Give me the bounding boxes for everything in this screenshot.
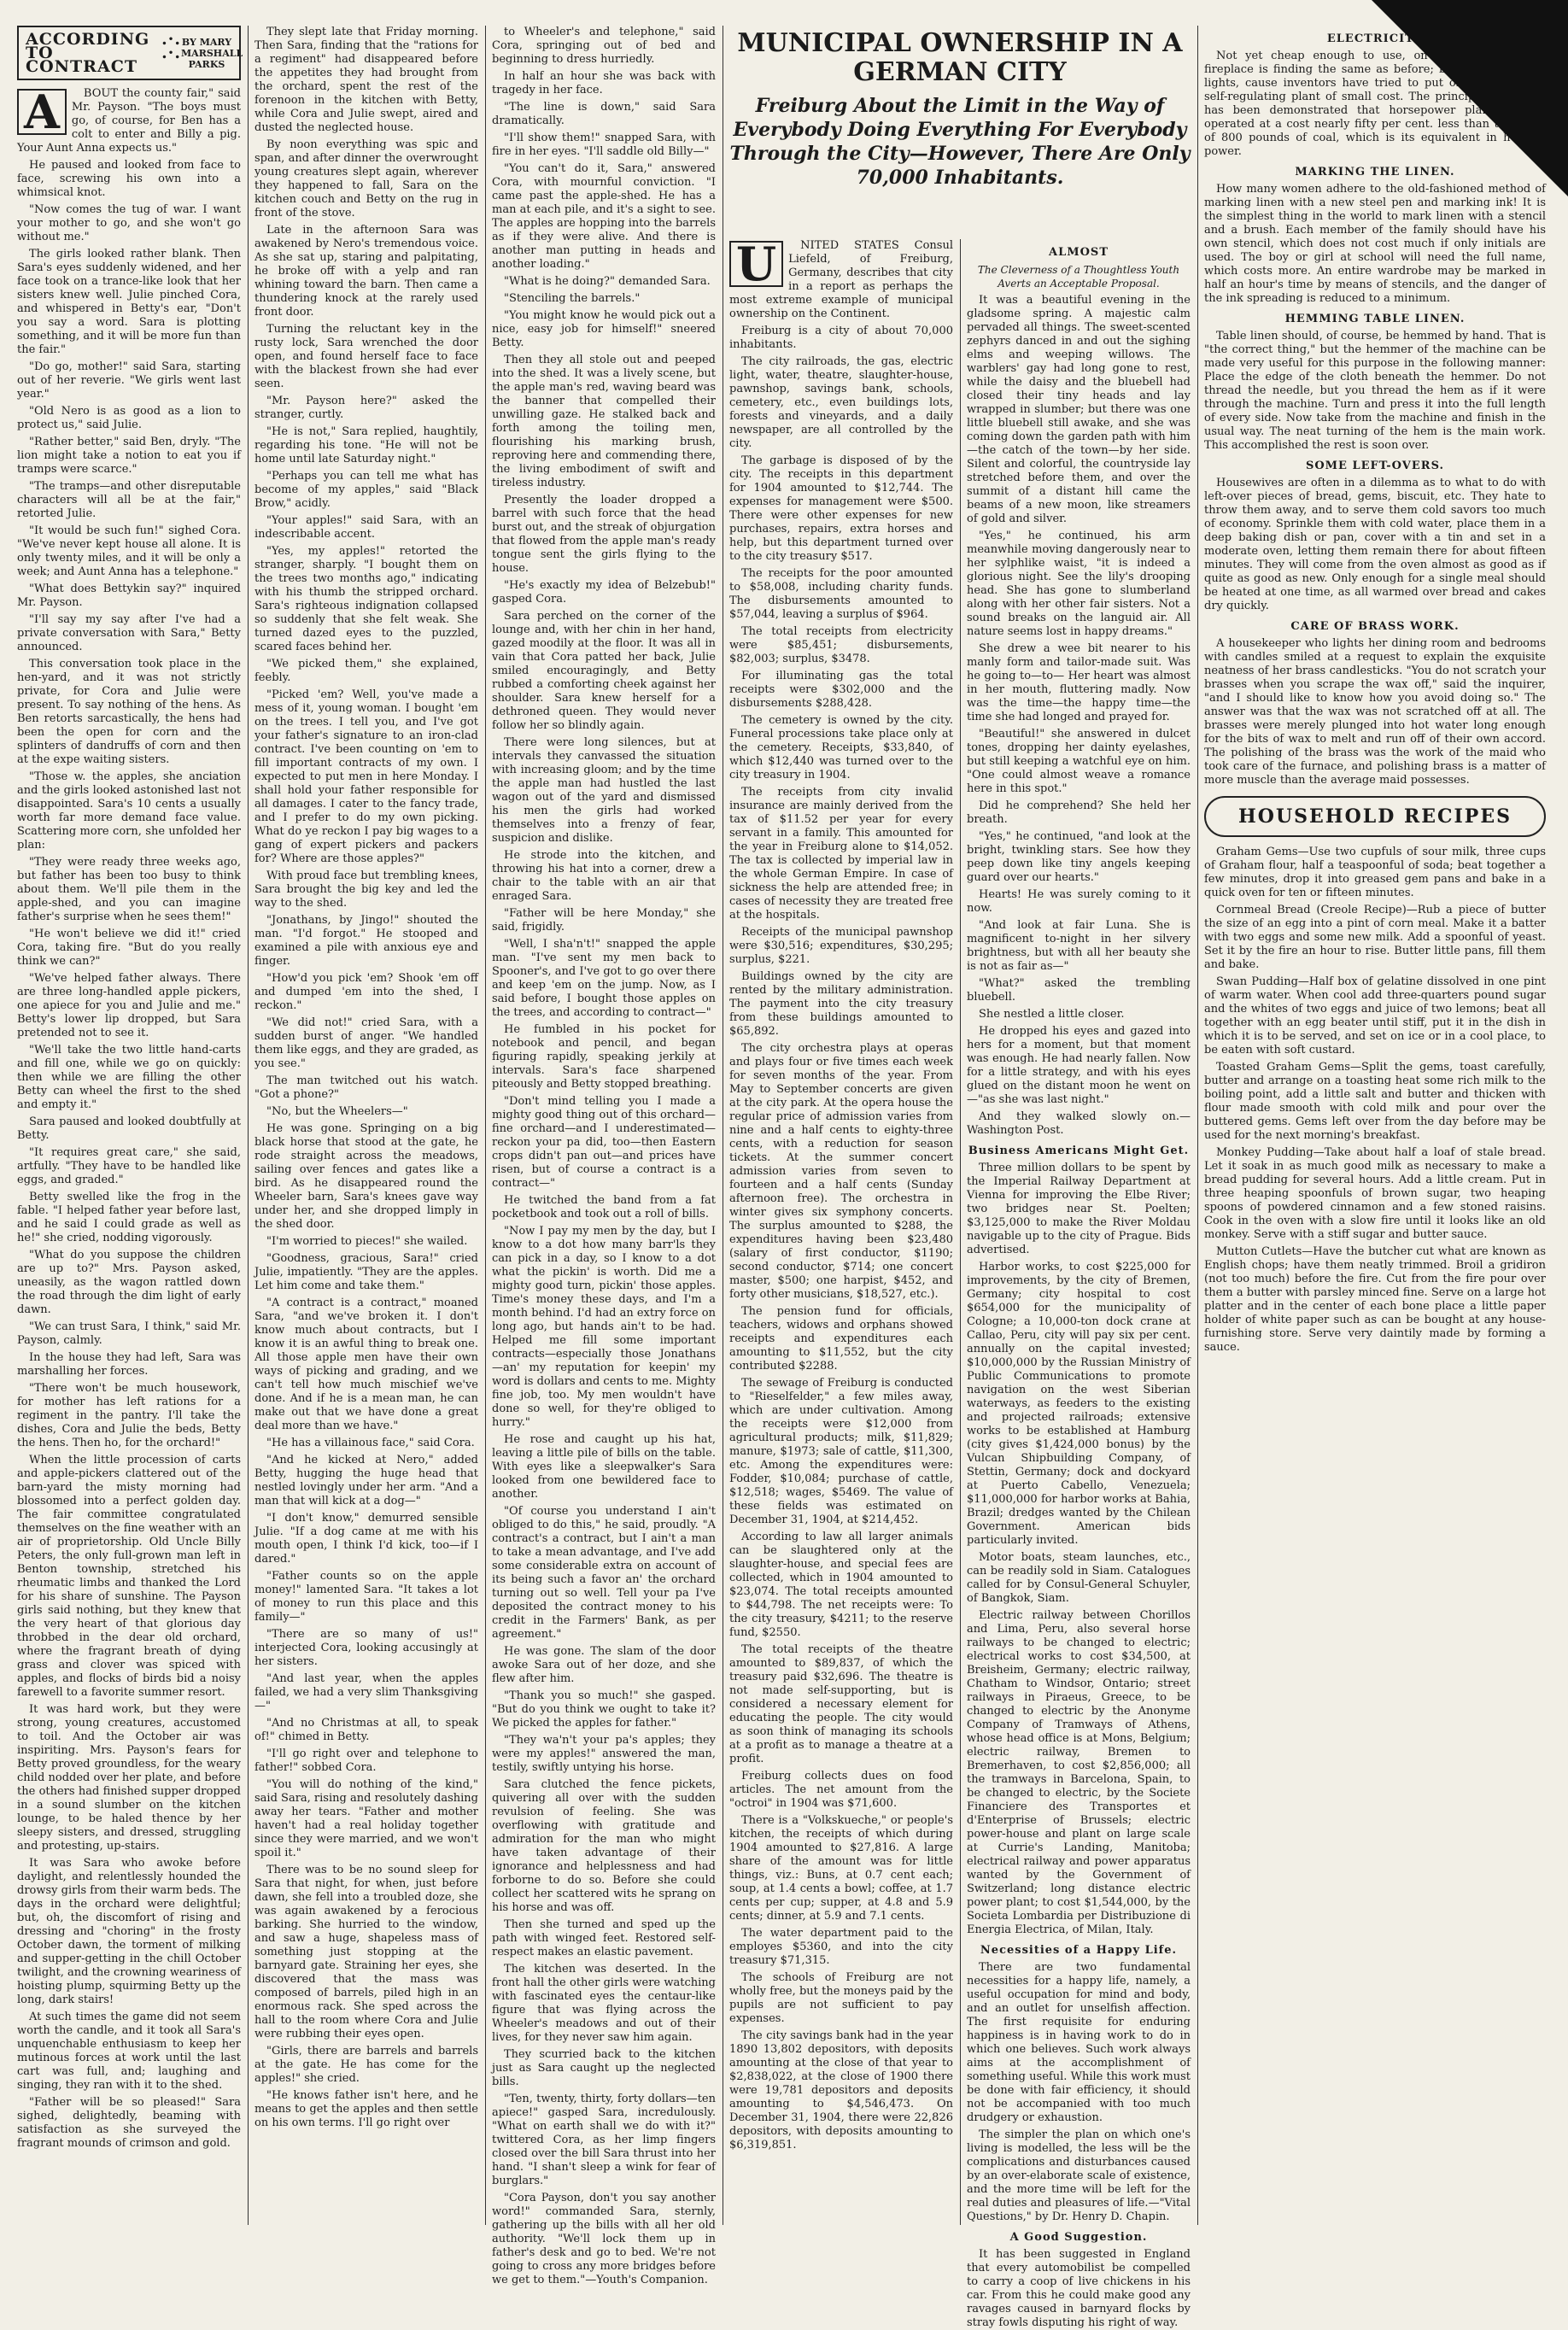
- paragraphs: [967, 1162, 1191, 1937]
- paragraphs: [255, 26, 478, 2130]
- paragraph: He fumbled in his pocket for notebook and pencil, and began figuring rapidly, speaking jerkily at intervals. Sara's face sharpened piteously and Betty stopped breathing.: [492, 1023, 716, 1091]
- paragraphs: [729, 239, 953, 2152]
- column-1: [17, 26, 241, 2225]
- story-header: [17, 26, 241, 80]
- paragraph: "Father will be here Monday," she said, frigidly.: [492, 907, 716, 934]
- paragraph: The receipts from city invalid insurance are mainly derived from the tax of $11.52 per year for every servant in a family. This amounted for the year in Freiburg alone to $14,052. The tax is collected by imperial law in the whole German Empire. In case of sickness the help are attended free; in cases of necessity they are treated free at the hospitals.: [729, 786, 953, 922]
- paragraph: The garbage is disposed of by the city. The receipts in this department for 1904 amounted to $12,744. The expenses for management were $500. There were other expenses for new purchases, repairs, extra horses and help, but this department turned over to the city treasury $517.: [729, 454, 953, 563]
- column-6: [1204, 26, 1546, 2225]
- paragraph: "And no Christmas at all, to speak of!" chimed in Betty.: [255, 1717, 478, 1743]
- paragraph: The city railroads, the gas, electric light, water, theatre, slaughter-house, pawnshop, savings bank, schools, cemetery, etc., even buildings lots, forests and vineyards, and a daily newspaper, are all controlled by the city.: [729, 355, 953, 450]
- paragraph: to Wheeler's and telephone," said Cora, springing out of bed and beginning to dress hurriedly.: [492, 26, 716, 66]
- paragraph: "Now I pay my men by the day, but I know to a dot how many barr'ls they can pick in a day, so I know to a dot what the pickin' is worth. Did me a mighty good turn, pickin' those apples. Time's money these days, and I'm a month behind. I'd had an extry force on long ago, but hands ain't to be had. Helped me fill some important contracts—especially those Jonathans—an' my reputation for keepin' my word is dollars and cents to me. Mighty fine job, too. My men wouldn't have done so well, for they're obliged to hurry.": [492, 1225, 716, 1429]
- section-head: CARE OF BRASS WORK.: [1290, 620, 1460, 633]
- paragraph: The schools of Freiburg are not wholly free, but the moneys paid by the pupils are not sufficient to pay expenses.: [729, 1971, 953, 2025]
- paragraphs: [967, 2248, 1191, 2330]
- paragraph: He paused and looked from face to face, screwing his own into a whimsical knot.: [17, 159, 241, 199]
- section-head: ELECTRICITY: [1326, 32, 1424, 45]
- paragraph: "Mr. Payson here?" asked the stranger, curtly.: [255, 395, 478, 421]
- paragraph: "Your apples!" said Sara, with an indescribable accent.: [255, 514, 478, 541]
- paragraph: Table linen should, of course, be hemmed by hand. That is "the correct thing," but the hemmer of the machine can be made very useful for this purpose in the following manner: Place the edge of the cloth beneath the hemmer. Do not thread the needle, but you thread the hem as if it were through the machine. Turn and press it into the full length of every side. Now take from the machine and finish in the usual way. The neat turning of the hem is the main work. This accomplished the rest is soon over.: [1204, 330, 1546, 452]
- paragraph: "I'll go right over and telephone to father!" sobbed Cora.: [255, 1748, 478, 1774]
- paragraph: "I'm worried to pieces!" she wailed.: [266, 1235, 468, 1248]
- paragraph: "What is he doing?" demanded Sara.: [504, 275, 711, 288]
- paragraph: "Don't mind telling you I made a mighty good thing out of this orchard—fine orchard—and I underestimated—reckon your pa did, too—then Eastern crops didn't pan out—and prices have risen, but of course a contract is a contract—": [492, 1095, 716, 1190]
- paragraph: Monkey Pudding—Take about half a loaf of stale bread. Let it soak in as much good milk as necessary to make a bread pudding for several hours. Add a little cream. Put in three heaping spoonfuls of brown sugar, two heaping spoons of powdered cinnamon and a few stoned raisins. Cook in the oven with a slow fire until it looks like an old monkey. Serve with a stiff sugar and butter sauce.: [1204, 1146, 1546, 1241]
- paragraph: "Well, I sha'n't!" snapped the apple man. "I've sent my men back to Spooner's, and I've got to go over there and keep 'em on the jump. Now, as I said before, I bought those apples on the trees, and according to contract—": [492, 938, 716, 1019]
- paragraph: The total receipts from electricity were $85,451; disbursements, $82,003; surplus, $3478.: [729, 625, 953, 665]
- paragraph: The city savings bank had in the year 1890 13,802 depositors, with deposits amounting at the close of that year to $2,838,022, at the close of 1900 there were 19,781 depositors and deposits amounting to $4,546,473. On December 31, 1904, there were 22,826 depositors, with deposits amounting to $6,319,851.: [729, 2029, 953, 2151]
- paragraph: Freiburg collects dues on food articles. The net amount from the "octroi" in 1904 was $71,600.: [729, 1770, 953, 1810]
- paragraph: "Perhaps you can tell me what has become of my apples," said "Black Brow," acidly.: [255, 470, 478, 510]
- suggestion-head: A Good Suggestion.: [1009, 2231, 1148, 2244]
- paragraph: "What do you suppose the children are up to?" Mrs. Payson asked, uneasily, as the wagon rattled down the road through the dim light of early dawn.: [17, 1249, 241, 1316]
- paragraphs: [492, 26, 716, 2287]
- paragraph: "Those w. the apples, she anciation and the girls looked astonished last not disappointed. Sara's 10 cents a usually worth far more demand face value. Scattering more corn, she unfolded her plan:: [17, 770, 241, 852]
- paragraph: "They were ready three weeks ago, but father has been too busy to think about them. We'll pile them in the apple-shed, and you can imagine father's surprise when he sees them!": [17, 856, 241, 923]
- paragraph: "Girls, there are barrels and barrels at the gate. He has come for the apples!" she cried.: [255, 2045, 478, 2085]
- column-rule: [485, 26, 486, 2225]
- paragraph: "A contract is a contract," moaned Sara, "and we've broken it. I don't know much about contracts, but I know it is an awful thing to break one. All those apple men have their own ways of picking and grading, and we can't tell how much mischief we've done. And if he is a mean man, he can make out that we have done a great deal more than we have.": [255, 1297, 478, 1432]
- paragraph: "Father counts so on the apple money!" lamented Sara. "It takes a lot of money to run this place and this family—": [255, 1570, 478, 1624]
- paragraph: "You can't do it, Sara," answered Cora, with mournful conviction. "I came past the apple-shed. He has a man at each pile, and it's a sight to see. The apples are hopping into the barrels as if they were alive. And there is another man putting in heads and another loading.": [492, 162, 716, 271]
- almost-title: ALMOST: [1048, 246, 1109, 259]
- paragraph: "They wa'n't your pa's apples; they were my apples!" answered the man, testily, swiftly untying his horse.: [492, 1734, 716, 1774]
- paragraphs: [967, 294, 1191, 1138]
- paragraph: Then they all stole out and peeped into the shed. It was a lively scene, but the apple man's red, waving beard was the banner that compelled their unwilling gaze. He stalked back and forth among the toiling men, flourishing his marking brush, reproving here and commending there, the living embodiment of swift and tireless industry.: [492, 354, 716, 489]
- paragraph: By noon everything was spic and span, and after dinner the overwrought young creatures slept again, wherever they happened to fall, Sara on the kitchen couch and Betty on the rug in front of the stove.: [255, 138, 478, 220]
- paragraph: "It requires great care," she said, artfully. "They have to be handled like eggs, and graded.": [17, 1146, 241, 1186]
- paragraph: "Rather better," said Ben, dryly. "The lion might take a notion to eat you if tramps were scarce.": [17, 436, 241, 476]
- paragraph: "How'd you pick 'em? Shook 'em off and dumped 'em into the shed, I reckon.": [255, 972, 478, 1012]
- paragraph: "You might know he would pick out a nice, easy job for himself!" sneered Betty.: [492, 309, 716, 349]
- paragraph: According to law all larger animals can be slaughtered only at the slaughter-house, and special fees are collected, which in 1904 amounted to $23,074. The total receipts amounted to $44,798. The net receipts were: To the city treasury, $4211; to the reserve fund, $2550.: [729, 1531, 953, 1639]
- paragraph: There was to be no sound sleep for Sara that night, for when, just before dawn, she fell into a troubled doze, she was again awakened by a ferocious barking. She hurried to the window, and saw a huge, shapeless mass of something just stopping at the barnyard gate. Straining her eyes, she discovered that the mass was composed of barrels, piled high in an enormous rack. She sped across the hall to the room where Cora and Julie were rubbing their eyes open.: [255, 1864, 478, 2040]
- paragraph: "We picked them," she explained, feebly.: [255, 658, 478, 684]
- paragraph: "And look at fair Luna. She is magnificent to-night in her silvery brightness, but with all her beauty she is not as fair as—": [967, 919, 1191, 973]
- paragraph: Cornmeal Bread (Creole Recipe)—Rub a piece of butter the size of an egg into a pint of corn meal. Make it a batter with two eggs and some new milk. Add a spoonful of yeast. Set it by the fire an hour to rise. Butter little pans, fill them and bake.: [1204, 904, 1546, 971]
- paragraph: "Thank you so much!" she gasped. "But do you think we ought to take it? We picked the apples for father.": [492, 1689, 716, 1730]
- paragraph: He was gone. Springing on a big black horse that stood at the gate, he rode straight across the meadows, sailing over fences and gates like a bird. As he disappeared round the Wheeler barn, Sara's knees gave way under her, and she dropped limply in the shed door.: [255, 1122, 478, 1231]
- paragraph: It has been suggested in England that every automobilist be compelled to carry a coop of live chickens in his car. From this he could make good any ravages caused in barnyard flocks by stray fowls disputing his right of way.: [967, 2248, 1191, 2329]
- paragraph: And they walked slowly on.—Washington Post.: [967, 1110, 1191, 1137]
- drop-cap: A: [17, 89, 67, 135]
- paragraph: The sewage of Freiburg is conducted to "Rieselfelder," a few miles away, which are under cultivation. Among the receipts were $12,000 from agricultural products; milk, $11,829; manure, $1973; sale of cattle, $11,300, etc. Among the expenditures were: Fodder, $10,084; purchase of cattle, $12,518; wages, $5469. The value of these fields was estimated on December 31, 1904, at $214,452.: [729, 1377, 953, 1526]
- paragraph: "Now comes the tug of war. I want your mother to go, and she won't go without me.": [17, 203, 241, 243]
- paragraph: "Stenciling the barrels.": [504, 292, 641, 305]
- page-corner-shadow: [1372, 0, 1568, 196]
- paragraph: The simpler the plan on which one's living is modelled, the less will be the complications and disturbances caused by an over-elaborate scale of existence, and the more time will be left for the real duties and pleasures of life.—"Vital Questions," by Dr. Henry D. Chapin.: [967, 2128, 1191, 2223]
- paragraph: "Father will be so pleased!" Sara sighed, delightedly, beaming with satisfaction as she surveyed the fragrant mounds of crimson and gold.: [17, 2096, 241, 2150]
- paragraph: She nestled a little closer.: [979, 1008, 1125, 1021]
- paragraph: Freiburg is a city of about 70,000 inhabitants.: [729, 325, 953, 351]
- paragraph: "It would be such fun!" sighed Cora. "We've never kept house all alone. It is only twenty miles, and it will be only a week; and Aunt Anna has a telephone.": [17, 524, 241, 578]
- paragraph: It was a beautiful evening in the gladsome spring. A majestic calm pervaded all things. The sweet-scented zephyrs danced in and out the sighing elms and weeping willows. The warblers' gay had long gone to rest, while the daisy and the bluebell had closed their tiny heads and lay wrapped in slumber; but there was one little bluebell still awake, and she was coming down the garden path with him—the catch of the town—by her side. Silent and colorful, the countryside lay stretched before them, and over the summit of a distant hill came the beams of a new moon, like streamers of gold and silver.: [967, 294, 1191, 525]
- column-rule: [960, 239, 961, 2225]
- paragraph: For illuminating gas the total receipts were $302,000 and the disbursements $288,428.: [729, 670, 953, 710]
- paragraph: Did he comprehend? She held her breath.: [967, 799, 1191, 826]
- paragraph: Graham Gems—Use two cupfuls of sour milk, three cups of Graham flour, half a teaspoonful of soda; beat together a few minutes, drop it into greased gem pans and bake in a quick oven for ten or fifteen minutes.: [1204, 846, 1546, 899]
- paragraph: "Beautiful!" she answered in dulcet tones, dropping her dainty eyelashes, but still keeping a watchful eye on him. "One could almost weave a romance here in this spot.": [967, 728, 1191, 795]
- column-rule: [1197, 26, 1198, 2225]
- paragraph: "Yes, my apples!" retorted the stranger, sharply. "I bought them on the trees two months ago," indicating with his thumb the stripped orchard. Sara's righteous indignation collapsed so suddenly that she felt weak. She turned dazed eyes to the puzzled, scared faces behind her.: [255, 545, 478, 653]
- paragraph: "And last year, when the apples failed, we had a very slim Thanksgiving—": [255, 1672, 478, 1712]
- paragraph: He was gone. The slam of the door awoke Sara out of her doze, and she flew after him.: [492, 1645, 716, 1685]
- paragraph: Sara clutched the fence pickets, quivering all over with the sudden revulsion of feeling. She was overflowing with gratitude and admiration for the man who might have taken advantage of their ignorance and helplessness and had forborne to do so. Before she could collect her scattered wits he sprang on his horse and was off.: [492, 1778, 716, 1914]
- paragraph: "No, but the Wheelers—": [266, 1105, 408, 1118]
- paragraph: "We can trust Sara, I think," said Mr. Payson, calmly.: [17, 1320, 241, 1347]
- paragraph: A housekeeper who lights her dining room and bedrooms with candles smiled at a request to explain the exquisite neatness of her brass candlesticks. "You do not scratch your brasses when you scrape the wax off," said the inquirer, "and I should like to know how you avoid doing so." The answer was that the wax was not scratched off at all. The brasses were merely plunged into hot water long enough for the bits of wax to melt and run off of their own accord. The polishing of the brass was the work of the maid who took care of the furnace, and polishing brass is a matter of more muscle than the average maid possesses.: [1204, 637, 1546, 787]
- necessities-head: Necessities of a Happy Life.: [980, 1944, 1178, 1957]
- paragraph: BOUT the county fair," said Mr. Payson. "The boys must go, of course, for Ben has a colt to enter and Billy a pig. Your Aunt Anna expects us.": [17, 87, 241, 155]
- paragraph: Not yet cheap enough to use, on the cold fact, the fireplace is finding the same as before; but where electric lights, cause inventors have tried to put on the market a self-regulating plant of small cost. The principle is well. It has been demonstrated that horsepower plant can be operated at a cost nearly fifty per cent. less than the price of 800 pounds of coal, which is its equivalent in heating power.: [1204, 50, 1546, 158]
- section-head: HEMMING TABLE LINEN.: [1284, 313, 1466, 325]
- paragraph: In half an hour she was back with tragedy in her face.: [492, 70, 716, 97]
- paragraph: "He's exactly my idea of Belzebub!" gasped Cora.: [492, 579, 716, 606]
- paragraph: When the little procession of carts and apple-pickers clattered out of the barn-yard the misty morning had blossomed into a perfect golden day. The fair committee congratulated themselves on the fine weather with an air of proprietorship. Old Uncle Billy Peters, the only full-grown man left in Benton township, stretched his rheumatic limbs and thanked the Lord for his share of sunshine. The Payson girls said nothing, but they knew that the very heart of that glorious day throbbed in the dear old orchard, where the fragrant breath of dying grass and clover was spiced with apples, and flocks of birds bid a noisy farewell to a favorite summer resort.: [17, 1454, 241, 1699]
- paragraph: With proud face but trembling knees, Sara brought the big key and led the way to the shed.: [255, 869, 478, 910]
- paragraph: "The line is down," said Sara dramatically.: [492, 101, 716, 127]
- paragraph: "Picked 'em? Well, you've made a mess of it, young woman. I bought 'em on the trees. I tell you, and I've got your father's signature to an iron-clad contract. I've been counting on 'em to fill important contracts of my own. I expected to put men in here Monday. I shall hold your father responsible for all damages. I cater to the fancy trade, and I prefer to do my own picking. What do ye reckon I pay big wages to a gang of expert pickers and packers for? Where are those apples?": [255, 688, 478, 865]
- almost-subtitle: The Cleverness of a Thoughtless Youth Averts an Acceptable Proposal.: [977, 264, 1180, 290]
- column-3: [492, 26, 716, 2286]
- paragraph: "There are so many of us!" interjected Cora, looking accusingly at her sisters.: [255, 1628, 478, 1668]
- paragraph: "What does Bettykin say?" inquired Mr. Payson.: [17, 582, 241, 609]
- column-4: [729, 239, 953, 2225]
- paragraphs: [1204, 846, 1546, 1355]
- paragraph: "He won't believe we did it!" cried Cora, taking fire. "But do you really think we can?": [17, 928, 241, 968]
- paragraph: Then she turned and sped up the path with winged feet. Restored self-respect makes an elastic pavement.: [492, 1918, 716, 1958]
- paragraph: Betty swelled like the frog in the fable. "I helped father year before last, and he said I could grade as well as he!" she cried, nodding vigorously.: [17, 1191, 241, 1244]
- paragraph: "Ten, twenty, thirty, forty dollars—ten apiece!" gasped Sara, incredulously. "What on earth shall we do with it?" twittered Cora, as her limp fingers closed over the bill Sara thrust into her hand. "I shan't sleep a wink for fear of burglars.": [492, 2093, 716, 2187]
- paragraph: Receipts of the municipal pawnshop were $30,516; expenditures, $30,295; surplus, $221.: [729, 926, 953, 966]
- paragraph: "Do go, mother!" said Sara, starting out of her reverie. "We girls went last year.": [17, 360, 241, 401]
- paragraph: "You will do nothing of the kind," said Sara, rising and resolutely dashing away her tears. "Father and mother haven't had a real holiday together since they were married, and we won't spoil it.": [255, 1778, 478, 1859]
- paragraph: Mutton Cutlets—Have the butcher cut what are known as English chops; have them neatly trimmed. Broil a gridiron (not too much) before the fire. Cut from the fire pour over them a butter with parsley minced fine. Serve on a large hot platter and in the center of each bone place a little paper holder of white paper such as can be bought at any house-furnishing store. Serve very daintily made by forming a sauce.: [1204, 1245, 1546, 1354]
- paragraph: The total receipts of the theatre amounted to $89,837, of which the treasury paid $32,696. The theatre is not made self-supporting, but is considered a necessary element for educating the people. The city would as soon think of managing its schools at a profit as to manage a theatre at a profit.: [729, 1643, 953, 1765]
- paragraph: He strode into the kitchen, and throwing his hat into a corner, drew a chair to the table with an air that enraged Sara.: [492, 849, 716, 903]
- paragraph: Harbor works, to cost $225,000 for improvements, by the city of Bremen, Germany; city hospital to cost $654,000 for the municipality of Cologne; a 10,000-ton dock crane at Callao, Peru, city will pay six per cent. annually on the capital invested; $10,000,000 by the Russian Ministry of Public Communications to promote navigation on the west Siberian waterways, as feeders to the existing and projected railroads; extensive works to be established at Hamburg (city gives $1,424,000 bonus) by the Vulcan Shipbuilding Company, of Stettin, Germany; dock and dockyard at Puerto Cabello, Venezuela; $11,000,000 for harbor works at Bahia, Brazil; dredges wanted by the Chilean Government. American bids particularly invited.: [967, 1261, 1191, 1547]
- drop-cap: U: [729, 241, 783, 287]
- column-rule: [248, 26, 249, 2225]
- paragraph: It was Sara who awoke before daylight, and relentlessly hounded the drowsy girls from their warm beds. The days in the orchard were delightful; but, oh, the discomfort of rising and dressing and "choring" in the frosty October dawn, the torment of milking and supper-getting in the chill October twilight, and the crowning weariness of hoisting plump, squirming Betty up the long, dark stairs!: [17, 1857, 241, 2006]
- paragraph: The water department paid to the employes $5360, and into the city treasury $71,315.: [729, 1927, 953, 1967]
- paragraph: "The tramps—and other disreputable characters will all be at the fair," retorted Julie.: [17, 480, 241, 520]
- section-head: SOME LEFT-OVERS.: [1305, 460, 1445, 472]
- paragraph: "I'll show them!" snapped Sara, with fire in her eyes. "I'll saddle old Billy—": [492, 132, 716, 158]
- paragraph: "We did not!" cried Sara, with a sudden burst of anger. "We handled them like eggs, and they are graded, as you see.": [255, 1016, 478, 1070]
- paragraph: At such times the game did not seem worth the candle, and it took all Sara's unquenchable enthusiasm to keep her mutinous forces at work until the last cart was full, and; laughing and singing, they ran with it to the shed.: [17, 2011, 241, 2092]
- column-2: [255, 26, 478, 2225]
- paragraph: The city orchestra plays at operas and plays four or five times each week for seven months of the year. From May to September concerts are given at the city park. At the opera house the regular price of admission varies from nine and a half cents to eighty-three cents, with a reduction for season tickets. At the summer concert admission varies from seven to fourteen and a half cents (Sunday afternoon free). The orchestra in winter gives six symphony concerts. The surplus amounted to $288, the expenditures having been $23,480 (salary of first conductor, $1190; second conductor, $714; one concert master, $500; one harpist, $452, and forty other musicians, $18,527, etc.).: [729, 1042, 953, 1301]
- paragraph: The pension fund for officials, teachers, widows and orphans showed receipts and expenditures each amounting to $11,552, but the city contributed $2288.: [729, 1305, 953, 1373]
- paragraph: Toasted Graham Gems—Split the gems, toast carefully, butter and arrange on a toasting heat some rich milk to the boiling point, add a little salt and butter and thicken with flour made smooth with cold milk and pour over the buttered gems. Gems left over from the day before may be used for the next morning's breakfast.: [1204, 1061, 1546, 1142]
- paragraph: He twitched the band from a fat pocketbook and took out a roll of bills.: [492, 1194, 716, 1221]
- article-headline: MUNICIPAL OWNERSHIP IN A GERMAN CITY: [737, 28, 1183, 87]
- paragraph: In the house they had left, Sara was marshalling her forces.: [17, 1351, 241, 1378]
- paragraph: "Goodness, gracious, Sara!" cried Julie, impatiently. "They are the apples. Let him come and take them.": [255, 1252, 478, 1292]
- story-body: [17, 87, 241, 2151]
- column-5: [967, 239, 1191, 2329]
- paragraph: Housewives are often in a dilemma as to what to do with left-over pieces of bread, gems, biscuit, etc. They hate to throw them away, and to serve them cold savors too much of economy. Sprinkle them with cold water, place them in a deep baking dish or pan, cover with a tin and set in a moderate oven, letting them remain there for about fifteen minutes. They will come from the oven almost as good as if quite as good as new. Only enough for a single meal should be heated at one time, as all warmed over bread and cakes dry quickly.: [1204, 477, 1546, 612]
- paragraph: "And he kicked at Nero," added Betty, hugging the huge head that nestled lovingly under her arm. "And a man that will kick at a dog—": [255, 1454, 478, 1507]
- paragraph: "He is not," Sara replied, haughtily, regarding his tone. "He will not be home until late Saturday night.": [255, 425, 478, 465]
- paragraph: "We've helped father always. There are three long-handled apple pickers, one apiece for you and Julie and me." Betty's lower lip dropped, but Sara pretended not to see it.: [17, 972, 241, 1039]
- paragraph: The cemetery is owned by the city. Funeral processions take place only at the cemetery. Receipts, $33,840, of which $12,440 was turned over to the city treasury in 1904.: [729, 714, 953, 782]
- story-byline: BY MARY MARSHALL PARKS: [181, 36, 243, 70]
- paragraph: Turning the reluctant key in the rusty lock, Sara wrenched the door open, and found herself face to face with the blackest frown she had ever seen.: [255, 323, 478, 390]
- paragraph: "He has a villainous face," said Cora.: [266, 1437, 475, 1449]
- paragraph: Late in the afternoon Sara was awakened by Nero's tremendous voice. As she sat up, staring and palpitating, he broke off with a yelp and ran whining toward the barn. Then came a thundering knock at the rarely used front door.: [255, 224, 478, 319]
- paragraph: NITED STATES Consul Liefeld, of Freiburg, Germany, describes that city in a report as perhaps the most extreme example of municipal ownership on the Continent.: [729, 239, 953, 320]
- paragraph: "Old Nero is as good as a lion to protect us," said Julie.: [17, 405, 241, 431]
- paragraph: The kitchen was deserted. In the front hall the other girls were watching with fascinated eyes the centaur-like figure that was flying across the Wheeler's meadows and out of their lives, for they never saw him again.: [492, 1963, 716, 2044]
- paragraph: There are two fundamental necessities for a happy life, namely, a useful occupation for mind and body, and an outlet for unselfish affection. The first requisite for enduring happiness is in having work to do in which one believes. Such work always aims at the accomplishment of something useful. While this work must be done with fair efficiency, it should not be accompanied with too much drudgery or exhaustion.: [967, 1961, 1191, 2124]
- paragraph: Presently the loader dropped a barrel with such force that the head burst out, and the streak of objurgation that flowed from the apple man's ready tongue sent the girls flying to the house.: [492, 494, 716, 575]
- business-head: Business Americans Might Get.: [968, 1145, 1190, 1157]
- paragraph: They slept late that Friday morning. Then Sara, finding that the "rations for a regiment" had disappeared before the appetites they had brought from the orchard, spent the rest of the forenoon in the kitchen with Betty, while Cora and Julie swept, aired and dusted the neglected house.: [255, 26, 478, 134]
- household-recipes-logo: HOUSEHOLD RECIPES: [1204, 796, 1546, 837]
- paragraph: He dropped his eyes and gazed into hers for a moment, but that moment was enough. He had nearly fallen. Now for a little strategy, and with his eyes glued on the distant moon he went on—"as she was last night.": [967, 1025, 1191, 1106]
- paragraph: It was hard work, but they were strong, young creatures, accustomed to toil. And the October air was inspiriting. Mrs. Payson's fears for Betty proved groundless, for the weary child nodded over her plate, and before the others had finished supper dropped in a sound slumber on the kitchen lounge, to be haled thence by her sleepy sisters, and dressed, struggling and protesting, up-stairs.: [17, 1703, 241, 1853]
- paragraph: "He knows father isn't here, and he means to get the apples and then settle on his own terms. I'll go right over: [255, 2089, 478, 2129]
- paragraph: Sara paused and looked doubtfully at Betty.: [17, 1115, 241, 1142]
- paragraph: "Jonathans, by Jingo!" shouted the man. "I'd forgot." He stooped and examined a pile with anxious eye and finger.: [255, 914, 478, 968]
- paragraph: She drew a wee bit nearer to his manly form and tailor-made suit. Was he going to—to— Her heart was almost in her mouth, fluttering madly. Now was the time—the happy time—the time she had longed and prayed for.: [967, 642, 1191, 723]
- paragraph: "We'll take the two little hand-carts and fill one, while we go on quickly: then while we are filling the other Betty can wheel the first to the shed and empty it.": [17, 1044, 241, 1111]
- paragraph: Buildings owned by the city are rented by the military administration. The payment into the city treasury from these buildings amounted to $65,892.: [729, 970, 953, 1038]
- paragraph: "Cora Payson, don't you say another word!" commanded Sara, sternly, gathering up the bills with all her old authority. "We'll lock them up in father's desk and go to bed. We're not going to cross any more bridges before we get to them."—Youth's Companion.: [492, 2192, 716, 2286]
- paragraph: The receipts for the poor amounted to $58,008, including charity funds. The disbursements amounted to $57,044, leaving a surplus of $964.: [729, 567, 953, 621]
- municipal-article: [729, 26, 1191, 248]
- paragraph: Electric railway between Chorillos and Lima, Peru, also several horse railways to be changed to electric; electrical works to cost $34,500, at Breisheim, Germany; electric railway, Chatham to Windsor, Ontario; street railways in Piraeus, Greece, to be changed to electric by the Anonyme Company of Tramways of Athens, whose head office is at Mons, Belgium; electric railway, Bremen to Bremerhaven, to cost $2,856,000; all the tramways in Barcelona, Spain, to be changed to electric, by the Societe Financiere des Transportes et d'Enterprise of Brussels; electric power-house and plant on large scale at Currie's Landing, Manitoba; electrical railway and power apparatus wanted by the Government of Switzerland; long distance electric power plant; to cost $1,544,000, by the Societa Lombardia per Distribuzione di Energia Electrica, of Milan, Italy.: [967, 1609, 1191, 1936]
- paragraph: "I don't know," demurred sensible Julie. "If a dog came at me with his mouth open, I think I'd kick, too—if I dared.": [255, 1512, 478, 1566]
- paragraphs: [17, 87, 241, 2151]
- paragraph: This conversation took place in the hen-yard, and it was not strictly private, for Cora and Julie were present. To say nothing of the hens. As Ben retorts sarcastically, the hens had been the open for corn and the splinters of dandruffs of corn and then at the expe waiting sisters.: [17, 658, 241, 766]
- paragraph: Motor boats, steam launches, etc., can be readily sold in Siam. Catalogues called for by Consul-General Schuyler, of Bangkok, Siam.: [967, 1551, 1191, 1605]
- paragraph: "Yes," he continued, his arm meanwhile moving dangerously near to her sylphlike waist, "it is indeed a glorious night. See the lily's drooping head. She has gone to slumberland along with her other fair sisters. Not a sound breaks on the languid air. All nature seems lost in happy dreams.": [967, 530, 1191, 638]
- story-title: ACCORDING .·. TO .·. CONTRACT: [26, 30, 181, 76]
- paragraph: "Of course you understand I ain't obliged to do this," he said, proudly. "A contract's a contract, but I ain't a man to take a mean advantage, and I've add some considerable extra on account of its being such a favor an' the orchard turning out so well. Tell your pa I've deposited the contract money to his credit in the Farmers' Bank, as per agreement.": [492, 1505, 716, 1641]
- paragraph: Swan Pudding—Half box of gelatine dissolved in one pint of warm water. When cool add three-quarters pound sugar and the whites of two eggs and juice of two lemons; beat all together with an egg beater until stiff, put it in the dish in which it is to be served, and set on ice or in a cool place, to be eaten with soft custard.: [1204, 975, 1546, 1057]
- paragraph: He rose and caught up his hat, leaving a little pile of bills on the table. With eyes like a sleepwalker's Sara looked from one bewildered face to another.: [492, 1433, 716, 1501]
- paragraph: Sara perched on the corner of the lounge and, with her chin in her hand, gazed moodily at the floor. It was all in vain that Cora patted her back, Julie smiled encouragingly, and Betty rubbed a comforting cheek against her shoulder. Sara knew herself for a dethroned queen. They would never follow her so blindly again.: [492, 610, 716, 732]
- paragraph: How many women adhere to the old-fashioned method of marking linen with a new steel pen and marking ink! It is the simplest thing in the world to mark linen with a stencil and a brush. Each member of the family should have his own stencil, which does not cost much if only initials are used. The boy or girl at school will need the full name, which costs more. An entire wardrobe may be marked in half an hour's time by means of stencils, and the danger of the ink spreading is reduced to a minimum.: [1204, 183, 1546, 305]
- paragraph: Three million dollars to be spent by the Imperial Railway Department at Vienna for improving the Elbe River; two bridges near St. Poelten; $3,125,000 to make the River Moldau navigable up to the city of Prague. Bids advertised.: [967, 1162, 1191, 1256]
- section-head: MARKING THE LINEN.: [1295, 166, 1455, 179]
- paragraph: They scurried back to the kitchen just as Sara caught up the neglected bills.: [492, 2048, 716, 2088]
- paragraph: "There won't be much housework, for mother has left rations for a regiment in the pantry. I'll take the dishes, Cora and Julie the beds, Betty the hens. Then ho, for the orchard!": [17, 1382, 241, 1449]
- paragraph: There is a "Volkskueche," or people's kitchen, the receipts of which during 1904 amounted to $27,816. A large share of the amount was for little things, viz.: Buns, at 0.7 cent each; soup, at 1.4 cents a bowl; coffee, at 1.7 cents per cup; supper, at 4.8 and 5.9 cents; dinner, at 5.9 and 7.1 cents.: [729, 1814, 953, 1923]
- paragraphs: [967, 1961, 1191, 2224]
- paragraph: "What?" asked the trembling bluebell.: [967, 977, 1191, 1004]
- article-deck: Freiburg About the Limit in the Way of Everybody Doing Everything For Everybody Through the City—However, There Are Only 70,000 Inhabitants.: [729, 95, 1191, 189]
- paragraph: The man twitched out his watch. "Got a phone?": [255, 1074, 478, 1101]
- paragraph: The girls looked rather blank. Then Sara's eyes suddenly widened, and her face took on a trance-like look that her sisters knew well. Julie pinched Cora, and whispered in Betty's ear, "Don't you say a word. Sara is plotting something, and it will be more fun than the fair.": [17, 248, 241, 356]
- paragraph: "Yes," he continued, "and look at the bright, twinkling stars. See how they peep down like tiny angels keeping guard over our hearts.": [967, 830, 1191, 884]
- paragraph: There were long silences, but at intervals they canvassed the situation with increasing gloom; and by the time the apple man had hustled the last wagon out of the yard and dismissed his men the girls had worked themselves into a frenzy of fear, suspicion and dislike.: [492, 736, 716, 845]
- paragraph: Hearts! He was surely coming to it now.: [967, 888, 1191, 915]
- paragraph: "I'll say my say after I've had a private conversation with Sara," Betty announced.: [17, 613, 241, 653]
